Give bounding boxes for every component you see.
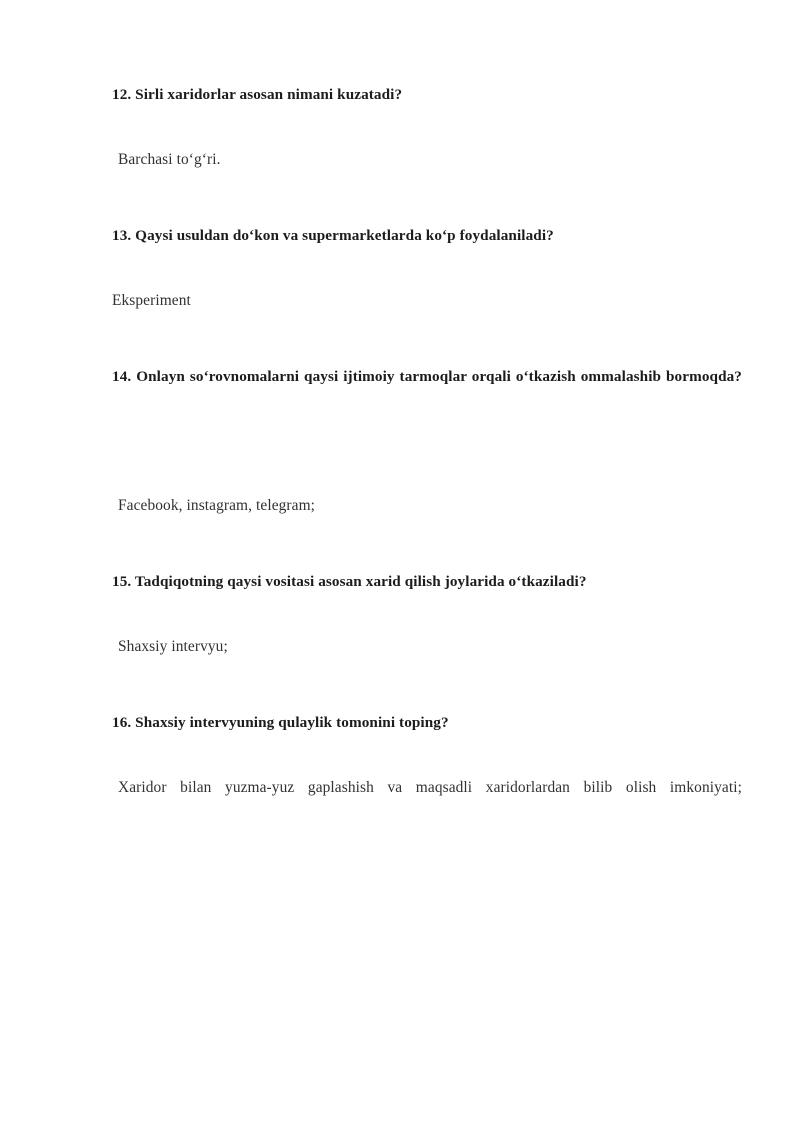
answer-13: Eksperiment — [112, 292, 191, 309]
answer-14: Facebook, instagram, telegram; — [118, 497, 316, 514]
question-16: 16. Shaxsiy intervyuning qulaylik tomonini toping? — [112, 714, 449, 731]
answer-16: Xaridor bilan yuzma-yuz gaplashish va maqsadli xaridorlardan bilib olish imkoniyati; — [118, 779, 742, 796]
question-15: 15. Tadqiqotning qaysi vositasi asosan xarid qilish joylarida oʻtkaziladi? — [112, 573, 587, 590]
question-14: 14. Onlayn soʻrovnomalarni qaysi ijtimoiy tarmoqlar orqali oʻtkazish ommalashib bormoqda? — [112, 368, 742, 385]
question-12: 12. Sirli xaridorlar asosan nimani kuzatadi? — [112, 86, 403, 103]
document-body — [112, 0, 742, 884]
question-13: 13. Qaysi usuldan doʻkon va supermarketlarda koʻp foydalaniladi? — [112, 227, 554, 244]
top-margin-spacer — [112, 0, 742, 62]
answer-12: Barchasi toʻgʻri. — [118, 151, 221, 168]
answer-15: Shaxsiy intervyu; — [118, 638, 228, 655]
